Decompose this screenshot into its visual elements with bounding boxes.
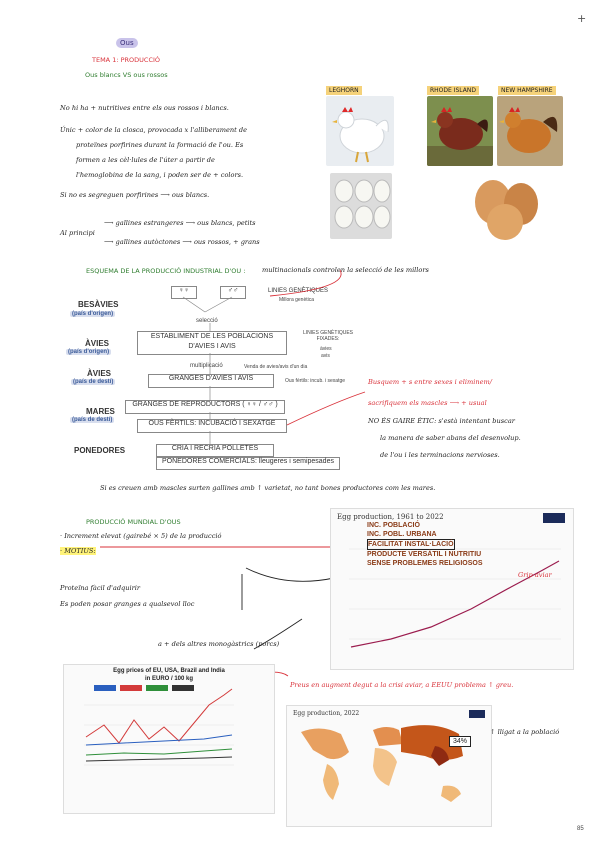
page-number: 85 [577, 826, 584, 832]
monogastrics-note: a + dels altres monogàstrics (porcs) [158, 640, 280, 648]
reason-item: PRODUCTE VERSÀTIL I NUTRITIU [367, 551, 482, 558]
linies-fixades: LINIES GENÈTIQUES FIXADES: [302, 330, 353, 342]
granges-avis-box: GRANGES D'AVIES I AVIS [148, 374, 274, 388]
linies-sub: Millora genètica [279, 297, 315, 303]
venda-label: Venda de avies/avis d'un dia [244, 364, 308, 370]
mares-sub: (país de destí) [72, 417, 113, 423]
note-line3: proteïnes porfirines durant la formació de l'ou. Es [76, 141, 244, 149]
proteina-line1: Proteïna fàcil d'adquirir [60, 584, 141, 592]
tema-title: TEMA 1: PRODUCCIÓ [92, 56, 161, 64]
multiplicacio-label: multiplicació [190, 363, 223, 369]
avies-label: ÀVIES [85, 339, 110, 348]
reason-item: INC. POBL. URBANA [367, 531, 437, 538]
note-branch2: ⟶ gallines autòctones ⟶ ous rossos, + grans [104, 238, 260, 246]
note-line5: l'hemoglobina de la sang, i poden ser de + colors. [76, 171, 244, 179]
reason-item: FACILITAT INSTAL·LACIÓ [368, 541, 454, 548]
motius-note: · MOTIUS: [60, 547, 96, 555]
ous-fertils-small: Ous fèrtils: incub. i sexatge [285, 378, 346, 384]
increment-note: · Increment elevat (gairebé × 5) de la producció [60, 532, 222, 540]
egg-production-line-chart [330, 508, 574, 670]
avies2-sub: (país de destí) [73, 379, 114, 385]
breed-leghorn: LEGHORN [326, 86, 362, 95]
reasons-list [367, 521, 515, 568]
busquem-line2: sacrifiquem els mascles ⟶ + usual [368, 399, 487, 407]
establiment-box: ESTABLIMENT DE LES POBLACIONS D'AVIES I AVIS [137, 331, 287, 355]
chart3-map [287, 706, 491, 826]
granges-repro-box: GRANGES DE REPRODUCTORS ( ♀♀ / ♂♂ ) [125, 400, 285, 414]
plus-icon[interactable]: + [577, 12, 587, 25]
proteina-line2: Es poden posar granges a qualsevol lloc [60, 600, 195, 608]
egg-production-map [286, 705, 492, 827]
egg-prices-chart [63, 664, 275, 814]
note-line4: formen a les cèl·lules de l'úter a partir de [76, 156, 215, 164]
chart2-subtitle: in EURO / 100 kg [144, 676, 193, 682]
mares-label: MARES [86, 407, 115, 416]
mundial-title: PRODUCCIÓ MUNDIAL D'OUS [86, 518, 181, 526]
section-subtitle: Ous blancs VS ous rossos [85, 71, 168, 79]
besavies-label: BESÀVIES [78, 300, 119, 309]
note-line1: No hi ha + nutritives entre els ous rossos i blancs. [60, 104, 229, 112]
avies-sub: (país d'origen) [68, 349, 110, 355]
ponedores-com-box: PONEDORES COMERCIALS: lleugeres i semipesades [156, 457, 340, 470]
females-box: ♀♀ [171, 286, 197, 299]
avis-word: avis [321, 353, 330, 359]
linies-title: LINIES GENÈTIQUES [268, 288, 329, 294]
ponedores-label: PONEDORES [74, 446, 126, 455]
chart2-title: Egg prices of EU, USA, Brazil and India [113, 668, 225, 674]
reason-item: INC. POBLACIÓ [367, 522, 420, 529]
breed-rhode: RHODE ISLAND [427, 86, 479, 95]
noes-line3: de l'ou i les terminacions nervioses. [380, 451, 500, 459]
noes-line2: la manera de saber abans del desenvolup. [380, 434, 521, 442]
preus-note: Preus en augment degut a la crisi aviar, a EEUU problema ↑ greu. [290, 681, 514, 689]
topic-badge: Ous [116, 38, 138, 48]
busquem-line1: Busquem + s entre sexes i eliminem/ [368, 378, 492, 386]
breed-newhamp: NEW HAMPSHIRE [498, 86, 556, 95]
avies-word: àvies [320, 346, 332, 352]
note-line6: Si no es segreguen porfirines ⟶ ous blancs. [60, 191, 210, 199]
besavies-sub: (país d'origen) [72, 311, 114, 317]
note-line2: Únic + color de la closca, provocada x l'alliberament de [60, 126, 248, 134]
seleccio-label: selecció [196, 318, 218, 324]
chart2-plot [64, 665, 274, 813]
males-box: ♂♂ [220, 286, 246, 299]
cria-box: CRIA I RECRIA POLLETES [156, 444, 274, 457]
chart1-title: Egg production, 1961 to 2022 [337, 513, 444, 521]
esquema-hand: multinacionals controlen la selecció de les millors [262, 266, 429, 274]
grip-aviar-note: Grip aviar [518, 571, 552, 579]
reason-item: SENSE PROBLEMES RELIGIOSOS [367, 560, 483, 567]
lligat-note: ↑ lligat a la població [490, 728, 560, 736]
esquema-title: ESQUEMA DE LA PRODUCCIÓ INDUSTRIAL D'OU : [86, 267, 246, 275]
noes-line1: NO ÉS GAIRE ÈTIC: s'està intentant buscar [368, 417, 515, 425]
note-branch1: ⟶ gallines estrangeres ⟶ ous blancs, petits [104, 219, 256, 227]
note-principi: Al principi [60, 229, 95, 237]
chart3-title: Egg production, 2022 [293, 710, 360, 717]
ous-fertils-box: OUS FÈRTILS: INCUBACIÓ I SEXATGE [137, 419, 287, 433]
avies2-label: ÀVIES [87, 369, 112, 378]
percentage-callout: 34% [449, 736, 471, 747]
creuen-line: Si es creuen amb mascles surten gallines amb ↑ varietat, no tant bones productores com les mares. [100, 484, 436, 492]
